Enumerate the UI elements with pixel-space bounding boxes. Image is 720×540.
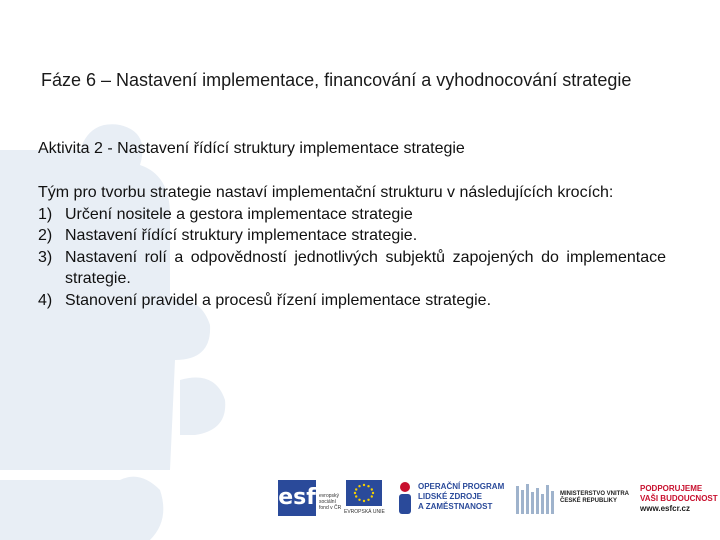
list-item-number: 2) xyxy=(38,227,53,244)
list-item-text: Stanovení pravidel a procesů řízení implementace strategie. xyxy=(65,291,492,309)
list-item-text: Určení nositele a gestora implementace strategie xyxy=(65,205,413,223)
steps-list xyxy=(38,204,666,312)
podporujeme-logo xyxy=(640,478,718,520)
list-item xyxy=(38,204,666,226)
people-icon xyxy=(396,480,414,516)
list-item-number: 1) xyxy=(38,205,53,223)
ministry-text: MINISTERSTVO VNITRA ČESKÉ REPUBLIKY xyxy=(560,491,630,504)
esf-logo-text: evropský sociální fond v ČR xyxy=(319,493,342,511)
intro-paragraph: Tým pro tvorbu strategie nastaví implementační strukturu v následujících krocích: xyxy=(38,184,614,201)
op-lzz-logo xyxy=(396,478,511,520)
activity-subtitle: Aktivita 2 - Nastavení řídící struktury implementace strategie xyxy=(38,140,465,157)
eu-caption: EVROPSKÁ UNIE xyxy=(344,509,385,515)
eu-flag-logo xyxy=(346,478,388,520)
list-item xyxy=(38,225,666,247)
funding-logos-bar xyxy=(278,478,718,520)
eu-flag-icon xyxy=(346,480,382,506)
podporujeme-text: PODPORUJEME VAŠI BUDOUCNOST www.esfcr.cz xyxy=(640,484,718,513)
op-lzz-text: OPERAČNÍ PROGRAM LIDSKÉ ZDROJE A ZAMĚSTNANOST xyxy=(418,482,505,511)
list-item-number: 3) xyxy=(38,248,53,266)
ministry-logo xyxy=(514,478,634,520)
list-item-number: 4) xyxy=(38,291,53,309)
esf-logo-mark: esf xyxy=(278,480,316,516)
list-item xyxy=(38,247,666,290)
slide-title: Fáze 6 – Nastavení implementace, financování a vyhodnocování strategie xyxy=(41,70,632,90)
list-item-text: Nastavení řídící struktury implementace strategie. xyxy=(65,227,418,244)
list-item-text: Nastavení rolí a odpovědností jednotlivých subjektů zapojených do implementace strategie. xyxy=(65,248,666,287)
ministry-emblem-icon xyxy=(514,480,556,516)
list-item xyxy=(38,290,666,312)
slide-body xyxy=(38,182,666,311)
